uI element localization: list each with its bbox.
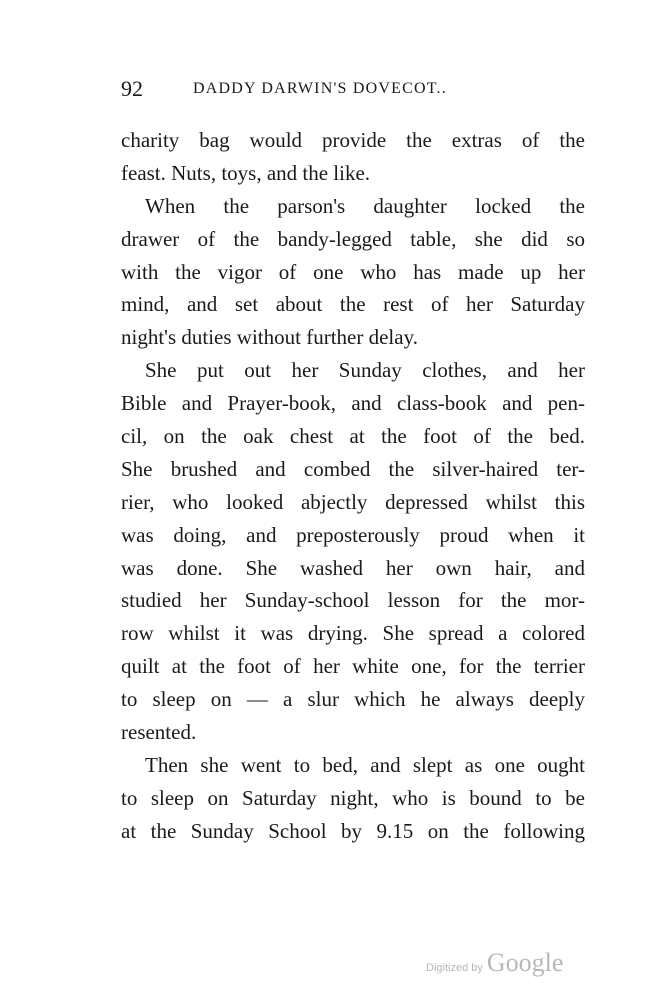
text-line: resented. <box>121 720 197 745</box>
text-line: rier, who looked abjectly depressed whilst this <box>121 489 585 514</box>
page-number: 92 <box>121 76 143 101</box>
text-line: feast. Nuts, toys, and the like. <box>121 160 371 185</box>
text-line: night's duties without further delay. <box>121 325 418 350</box>
running-title: DADDY DARWIN'S DOVECOT.. <box>193 80 447 97</box>
text-line: studied her Sunday-school lesson for the mor- <box>121 588 585 613</box>
text-line: quilt at the foot of her white one, for the terrier <box>121 654 585 679</box>
text-line: She put out her Sunday clothes, and her <box>145 358 585 383</box>
text-line: with the vigor of one who has made up her <box>121 259 585 284</box>
text-line: was done. She washed her own hair, and <box>121 555 585 580</box>
text-line: row whilst it was drying. She spread a colored <box>121 621 585 646</box>
page-header <box>121 76 585 102</box>
text-line: Bible and Prayer-book, and class-book and pen- <box>121 391 585 416</box>
digitized-by-google-watermark <box>426 948 563 978</box>
google-logo-text: Google <box>486 948 564 977</box>
text-line: was doing, and preposterously proud when it <box>121 522 585 547</box>
text-line: Then she went to bed, and slept as one ought <box>145 752 585 777</box>
text-line: drawer of the bandy-legged table, she did so <box>121 226 585 251</box>
page-body-text <box>121 124 585 848</box>
text-line: cil, on the oak chest at the foot of the bed. <box>121 424 585 449</box>
text-line: to sleep on Saturday night, who is bound to be <box>121 785 585 810</box>
text-line: mind, and set about the rest of her Saturday <box>121 292 585 317</box>
text-line: at the Sunday School by 9.15 on the following <box>121 818 585 843</box>
text-line: She brushed and combed the silver-haired ter- <box>121 456 585 481</box>
digitized-label: Digitized by <box>426 962 483 974</box>
text-line: charity bag would provide the extras of the <box>121 128 585 152</box>
text-line: to sleep on — a slur which he always deeply <box>121 687 585 712</box>
text-line: When the parson's daughter locked the <box>145 193 585 218</box>
